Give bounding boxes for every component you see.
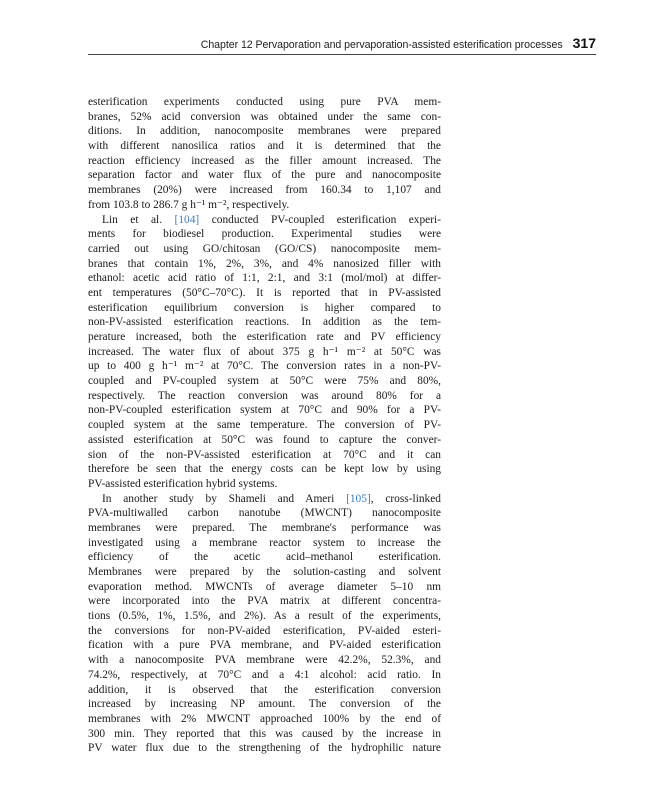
text-span: fication with a pure PVA membrane, and PV-aided esterification bbox=[88, 639, 441, 652]
text-line bbox=[88, 638, 441, 653]
text-span: efficiency of the acetic acid–methanol esterification. bbox=[88, 551, 441, 564]
text-span: increased. The water flux of about 375 g h⁻¹ m⁻² at 50°C was bbox=[88, 345, 441, 358]
text-line bbox=[88, 653, 441, 668]
text-line bbox=[88, 506, 441, 521]
text-span: membranes with 2% MWCNT approached 100% by the end of bbox=[88, 712, 441, 725]
text-span: Lin et al. bbox=[102, 213, 175, 226]
text-span: Membranes were prepared by the solution-casting and solvent bbox=[88, 566, 441, 578]
text-line bbox=[88, 403, 441, 418]
text-line bbox=[88, 183, 441, 198]
text-span: respectively. The reaction conversion was around 80% for a bbox=[88, 389, 441, 402]
text-line bbox=[88, 462, 441, 477]
text-line bbox=[88, 213, 441, 228]
text-span: reaction efficiency increased as the filler amount increased. The bbox=[88, 154, 441, 167]
text-line bbox=[88, 536, 441, 551]
text-line bbox=[88, 668, 441, 683]
text-span: coupled and PV-coupled system at 50°C were 75% and 80%, bbox=[88, 375, 441, 388]
text-line bbox=[88, 741, 441, 756]
text-span: were incorporated into the PVA matrix at different concentra- bbox=[88, 595, 441, 608]
text-span: increased by increasing NP amount. The conversion of the bbox=[88, 698, 441, 711]
text-span: esterification equilibrium conversion is higher compared to bbox=[88, 301, 441, 314]
text-span: separation factor and water flux of the pure and nanocomposite bbox=[88, 169, 441, 182]
text-line bbox=[88, 418, 441, 433]
text-span: PVA-multiwalled carbon nanotube (MWCNT) nanocomposite bbox=[88, 507, 441, 520]
text-line bbox=[88, 124, 441, 139]
text-span: investigated using a membrane reactor system to increase the bbox=[88, 536, 441, 549]
text-line bbox=[88, 359, 441, 374]
text-line bbox=[88, 683, 441, 698]
text-line bbox=[88, 477, 441, 492]
text-span: PV-assisted esterification hybrid systems. bbox=[88, 477, 278, 490]
text-span: 74.2%, respectively, at 70°C and a 4:1 alcohol: acid ratio. In bbox=[88, 668, 441, 681]
text-span: branes that contain 1%, 2%, 3%, and 4% nanosized filler with bbox=[88, 257, 441, 270]
text-line bbox=[88, 257, 441, 272]
text-span: tions (0.5%, 1%, 1.5%, and 2%). As a result of the experiments, bbox=[88, 610, 441, 623]
text-span: the conversions for non-PV-aided esterification, PV-aided esteri- bbox=[88, 624, 441, 637]
text-span: with a nanocomposite PVA membrane were 42.2%, 52.3%, and bbox=[88, 654, 441, 667]
header-rule bbox=[88, 54, 596, 55]
text-span: perature increased, both the esterification rate and PV efficiency bbox=[88, 331, 441, 343]
body-text bbox=[88, 95, 441, 756]
text-line bbox=[88, 139, 441, 154]
text-span: membranes (20%) were increased from 160.34 to 1,107 and bbox=[88, 184, 441, 197]
text-span: In another study by Shameli and Ameri bbox=[102, 492, 347, 505]
text-span: coupled system at the same temperature. The conversion of PV- bbox=[88, 419, 441, 432]
text-line bbox=[88, 448, 441, 463]
citation-link[interactable]: [105] bbox=[346, 492, 371, 505]
text-span: from 103.8 to 286.7 g h⁻¹ m⁻², respectively. bbox=[88, 198, 290, 211]
text-line bbox=[88, 271, 441, 286]
text-line bbox=[88, 198, 441, 213]
text-line bbox=[88, 95, 441, 110]
text-span: membranes were prepared. The membrane's performance was bbox=[88, 521, 441, 534]
text-span: ethanol: acetic acid ratio of 1:1, 2:1, and 3:1 (mol/mol) at differ- bbox=[88, 272, 441, 285]
text-span: , cross-linked bbox=[370, 492, 441, 505]
text-span: addition, it is observed that the esterification conversion bbox=[88, 683, 441, 696]
text-line bbox=[88, 227, 441, 242]
text-span: assisted esterification at 50°C was found to capture the conver- bbox=[88, 433, 441, 446]
text-line bbox=[88, 374, 441, 389]
page-number: 317 bbox=[572, 35, 596, 51]
text-span: non-PV-coupled esterification system at 70°C and 90% for a PV- bbox=[88, 404, 441, 417]
text-line bbox=[88, 242, 441, 257]
text-line bbox=[88, 301, 441, 316]
text-line bbox=[88, 521, 441, 536]
text-span: ditions. In addition, nanocomposite membranes were prepared bbox=[88, 125, 441, 138]
text-span: 300 min. They reported that this was caused by the increase in bbox=[88, 727, 441, 740]
text-span: branes, 52% acid conversion was obtained under the same con- bbox=[88, 110, 441, 123]
text-line bbox=[88, 154, 441, 169]
text-span: up to 400 g h⁻¹ m⁻² at 70°C. The conversion rates in a non-PV- bbox=[88, 360, 441, 373]
text-line bbox=[88, 315, 441, 330]
text-span: ments for biodiesel production. Experimental studies were bbox=[88, 228, 441, 241]
text-line bbox=[88, 712, 441, 727]
text-line bbox=[88, 330, 441, 345]
text-line bbox=[88, 286, 441, 301]
text-line bbox=[88, 389, 441, 404]
text-span: with different nanosilica ratios and it is determined that the bbox=[88, 140, 441, 153]
text-span: esterification experiments conducted using pure PVA mem- bbox=[88, 96, 441, 108]
text-line bbox=[88, 433, 441, 448]
text-span: conducted PV-coupled esterification experi- bbox=[199, 213, 441, 226]
citation-link[interactable]: [104] bbox=[174, 213, 200, 226]
text-line bbox=[88, 624, 441, 639]
text-line bbox=[88, 550, 441, 565]
text-line bbox=[88, 345, 441, 360]
text-span: evaporation method. MWCNTs of average diameter 5–10 nm bbox=[88, 580, 441, 593]
text-span: therefore be seen that the energy costs can be kept low by using bbox=[88, 463, 441, 476]
text-line bbox=[88, 580, 441, 595]
text-span: PV water flux due to the strengthening of the hydrophilic nature bbox=[88, 742, 441, 755]
text-line bbox=[88, 565, 441, 580]
text-span: ent temperatures (50°C–70°C). It is reported that in PV-assisted bbox=[88, 286, 441, 299]
text-line bbox=[88, 110, 441, 125]
text-line bbox=[88, 609, 441, 624]
text-line bbox=[88, 492, 441, 507]
text-line bbox=[88, 697, 441, 712]
chapter-title: Chapter 12 Pervaporation and pervaporation-assisted esterification processes bbox=[200, 39, 563, 51]
text-span: non-PV-assisted esterification reactions. In addition as the tem- bbox=[88, 316, 441, 329]
text-line bbox=[88, 594, 441, 609]
text-line bbox=[88, 727, 441, 742]
text-span: carried out using GO/chitosan (GO/CS) nanocomposite mem- bbox=[88, 242, 441, 255]
running-header bbox=[88, 35, 596, 53]
text-span: sion of the non-PV-assisted esterification at 70°C and it can bbox=[88, 448, 441, 461]
text-line bbox=[88, 168, 441, 183]
